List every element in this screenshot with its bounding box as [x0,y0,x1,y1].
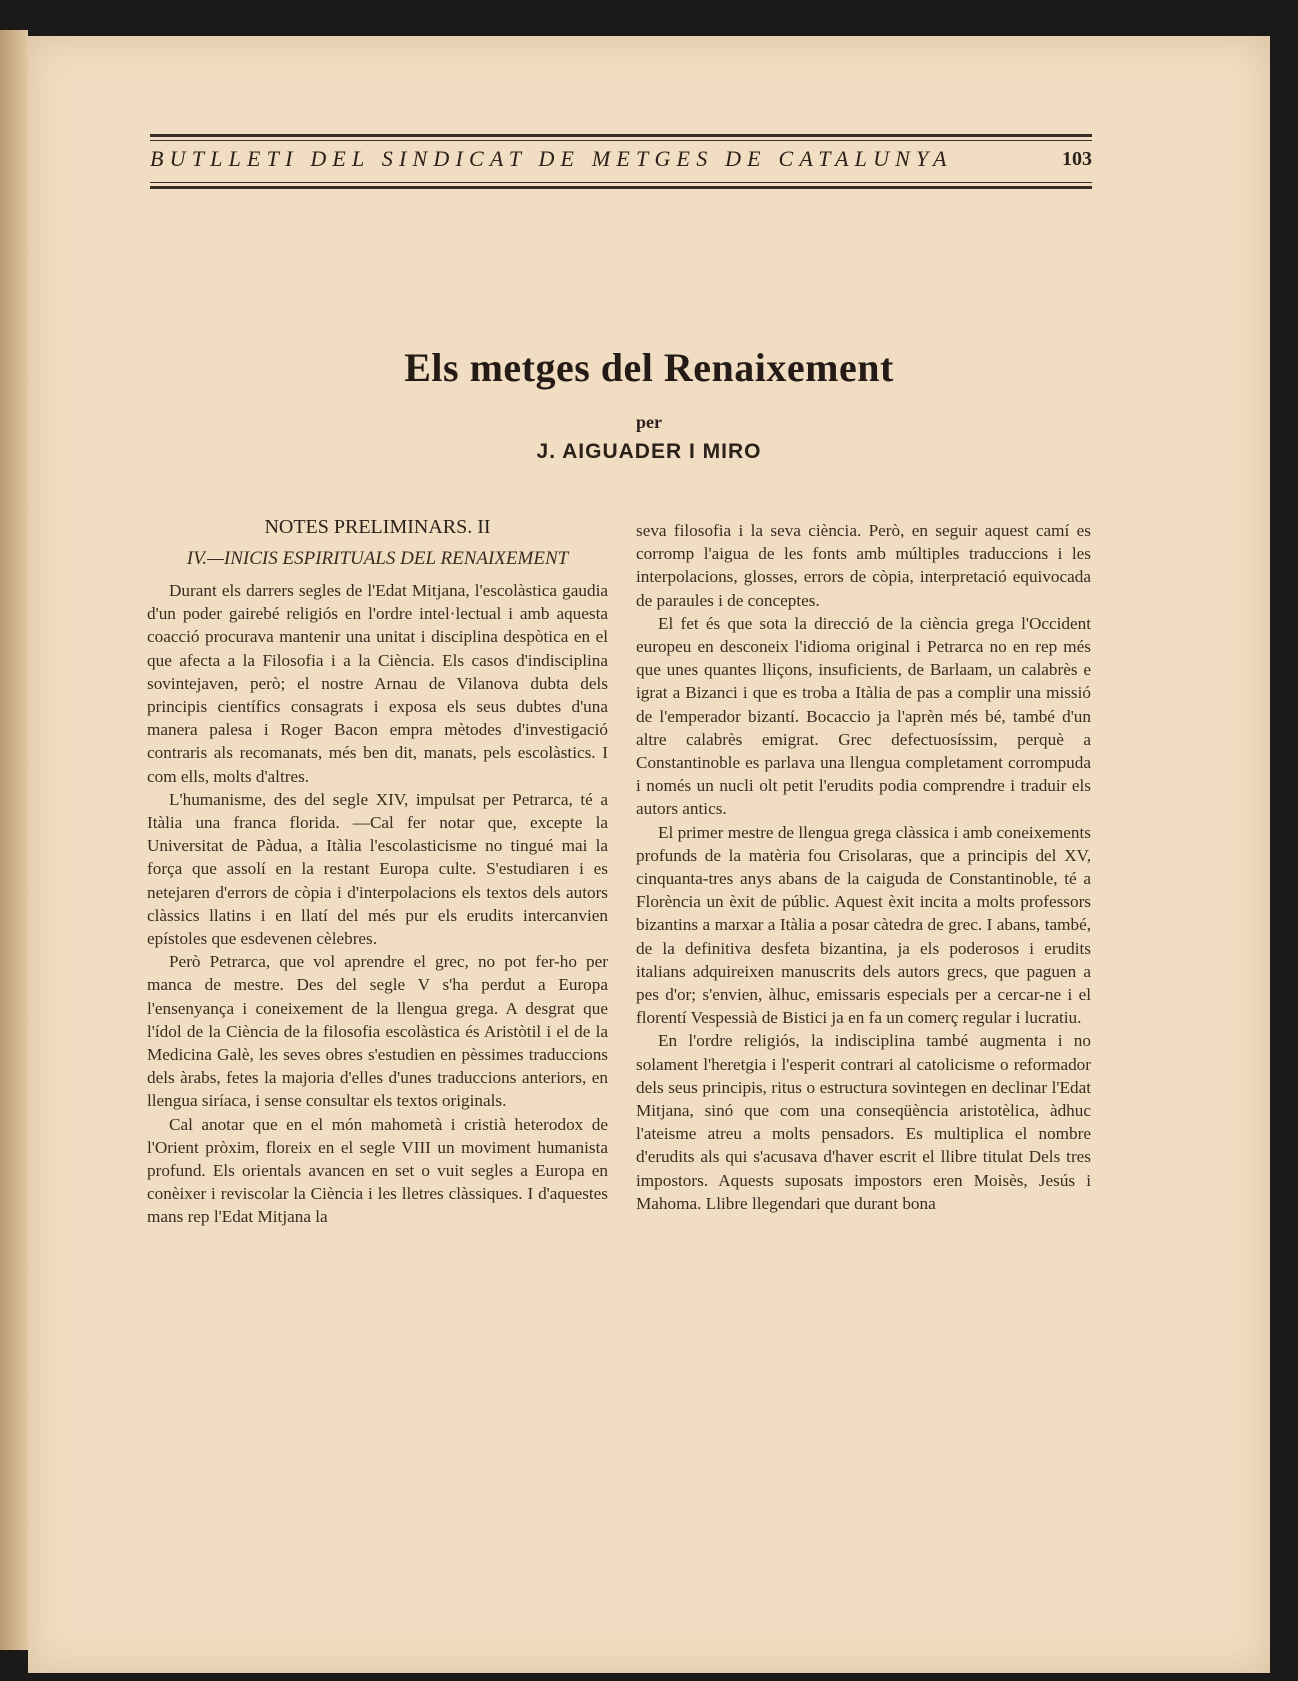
paragraph: seva filosofia i la seva ciència. Però, en seguir aquest camí es corromp l'aigua de les fonts amb múltiples traduccions i les interpolacions, glosses, errors de còpia, interpretació equivocada de paraules i de conceptes. [636,521,1091,610]
header-rule [150,134,1092,137]
paragraph: El fet és que sota la direcció de la ciència grega l'Occident europeu en desconeix l'idioma original i Petrarca no en rep més que unes quantes lliçons, insuficients, de Barlaam, un calabrès e igrat a Bizanci i que es troba a Itàlia de pas a complir una missió de l'emperador bizantí. Bocaccio ja l'aprèn més bé, també d'un altre calabrès emigrat. Grec defectuosíssim, perquè a Constantinoble es parlava una llengua completament corrompuda i només un nucli olt petit l'erudits podia comprendre i traduir els autors antics. [636,613,1091,819]
right-column [636,519,1091,1215]
journal-title: BUTLLETI DEL SINDICAT DE METGES DE CATALUNYA [150,146,953,171]
paragraph: Cal anotar que en el món mahometà i cristià heterodox de l'Orient pròxim, floreix en el segle VIII un moviment humanista profund. Els orientals avancen en set o vuit segles a Europa en conèixer i reviscolar la Ciència i les lletres clàssiques. I d'aquestes mans rep l'Edat Mitjana la [147,1114,608,1227]
left-column [147,515,608,1229]
page-number: 103 [1062,148,1092,170]
author-name: J. AIGUADER I MIRO [536,440,762,463]
paragraph: L'humanisme, des del segle XIV, impulsat per Petrarca, té a Itàlia una franca florida. —Cal fer notar que, excepte la Universitat de Pàdua, a Itàlia l'escolasticisme no tingué mai la força que assolí en la restant Europa culte. S'estudiaren i es netejaren d'errors de còpia i d'interpolacions els textos dels autors clàssics llatins i en llatí del més pur els erudits intercanvien epístoles que esdevenen cèlebres. [147,789,608,949]
header-rule [150,186,1092,189]
subsection-heading: IV.—INICIS ESPIRITUALS DEL RENAIXEMENT [186,548,569,569]
header-rule [150,140,1092,141]
section-heading: NOTES PRELIMINARS. II [264,516,491,538]
paragraph: En l'ordre religiós, la indisciplina també augmenta i no solament l'heretgia i l'esperit contrari al catolicisme o reformador dels seus principis, ritus o estructura sovintegen en declinar l'Edat Mitjana, sinó que com una conseqüència aristotèlica, àdhuc l'ateisme atreu a molts pensadors. Es multiplica el nombre d'erudits als qui s'acusava d'haver escrit el llibre titulat Dels tres impostors. Aquests suposats impostors eren Moisès, Jesús i Mahoma. Llibre llegendari que durant bona [636,1031,1091,1213]
paragraph: Durant els darrers segles de l'Edat Mitjana, l'escolàstica gaudia d'un poder gairebé religiós en l'ordre intel·lectual i amb aquesta coacció procurava mantenir una unitat i disciplina despòtica en el que afecta a la Filosofia i a la Ciència. Els casos d'indisciplina sovintejaven, però; el nostre Arnau de Vilanova dubta dels principis científics consagrats i exposa els seus dubtes d'una manera palesa i Roger Bacon empra mètodes d'investigació contraris als recomanats, més ben dit, manats, pels escolàstics. I com ells, molts d'altres. [147,581,608,786]
paragraph: Però Petrarca, que vol aprendre el grec, no pot fer-ho per manca de mestre. Des del segle V s'ha perdut a Europa l'ensenyança i coneixement de la llengua grega. A desgrat que l'ídol de la Ciència de la filosofia escolàstica és Aristòtil i el de la Medicina Galè, les seves obres s'estudien en pèssimes traduccions dels àrabs, fetes la majoria d'elles d'unes traduccions anteriors, en llengua siríaca, i sense consultar els textos originals. [147,952,608,1111]
article-title: Els metges del Renaixement [404,345,894,390]
paragraph: El primer mestre de llengua grega clàssica i amb coneixements profunds de la matèria fou Crisolaras, que a principis del XV, cinquanta-tres anys abans de la caiguda de Constantinoble, té a Florència un èxit de públic. Aquest èxit incita a molts professors bizantins a marxar a Itàlia a posar càtedra de grec. I abans, també, de la definitiva desfeta bizantina, ja els poderosos i erudits italians adquireixen manuscrits dels autors grecs, que paguen a pes d'or; s'envien, àlhuc, emissaris especials per a cercar-ne i el florentí Vespessià de Bistici ja en fa un comerç regular i lucratiu. [636,822,1091,1028]
running-header [150,130,1092,190]
header-rule [150,182,1092,183]
page-binding-edge [0,30,28,1650]
byline: per [636,412,662,432]
